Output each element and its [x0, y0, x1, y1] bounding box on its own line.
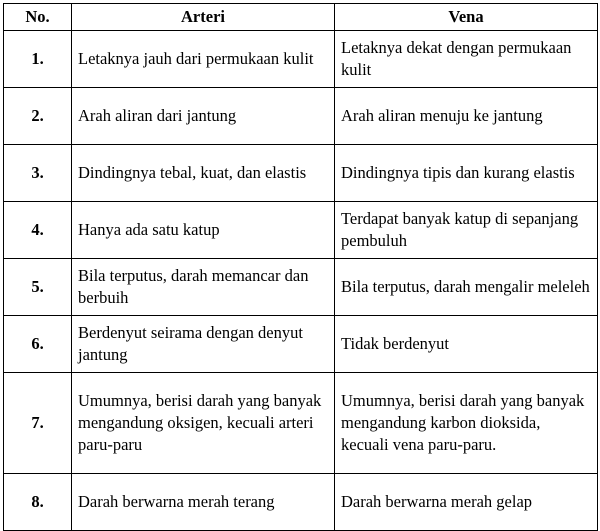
row-number: 1.: [4, 31, 72, 88]
row-number: 6.: [4, 316, 72, 373]
table-row: [4, 31, 598, 88]
row-number: 8.: [4, 474, 72, 531]
vena-cell: Arah aliran menuju ke jantung: [335, 88, 598, 145]
row-number: 2.: [4, 88, 72, 145]
arteri-cell: Berdenyut seirama dengan denyut jantung: [72, 316, 335, 373]
table-row: [4, 259, 598, 316]
arteri-cell: Darah berwarna merah terang: [72, 474, 335, 531]
arteri-cell: Umumnya, berisi darah yang banyak mengandung oksigen, kecuali arteri paru-paru: [72, 373, 335, 474]
arteri-cell: Hanya ada satu katup: [72, 202, 335, 259]
table-row: [4, 88, 598, 145]
header-arteri: Arteri: [72, 4, 335, 31]
vena-cell: Terdapat banyak katup di sepanjang pembuluh: [335, 202, 598, 259]
table-row: [4, 145, 598, 202]
vena-cell: Dindingnya tipis dan kurang elastis: [335, 145, 598, 202]
vena-cell: Bila terputus, darah mengalir meleleh: [335, 259, 598, 316]
vena-cell: Letaknya dekat dengan permukaan kulit: [335, 31, 598, 88]
row-number: 3.: [4, 145, 72, 202]
comparison-table: [3, 3, 598, 531]
arteri-cell: Bila terputus, darah memancar dan berbuih: [72, 259, 335, 316]
table-row: [4, 474, 598, 531]
table-row: [4, 202, 598, 259]
vena-cell: Tidak berdenyut: [335, 316, 598, 373]
header-row: [4, 4, 598, 31]
row-number: 5.: [4, 259, 72, 316]
arteri-cell: Dindingnya tebal, kuat, dan elastis: [72, 145, 335, 202]
header-no: No.: [4, 4, 72, 31]
arteri-cell: Arah aliran dari jantung: [72, 88, 335, 145]
arteri-cell: Letaknya jauh dari permukaan kulit: [72, 31, 335, 88]
table-row: [4, 373, 598, 474]
row-number: 4.: [4, 202, 72, 259]
header-vena: Vena: [335, 4, 598, 31]
table-row: [4, 316, 598, 373]
vena-cell: Darah berwarna merah gelap: [335, 474, 598, 531]
row-number: 7.: [4, 373, 72, 474]
vena-cell: Umumnya, berisi darah yang banyak mengandung karbon dioksida, kecuali vena paru-paru.: [335, 373, 598, 474]
